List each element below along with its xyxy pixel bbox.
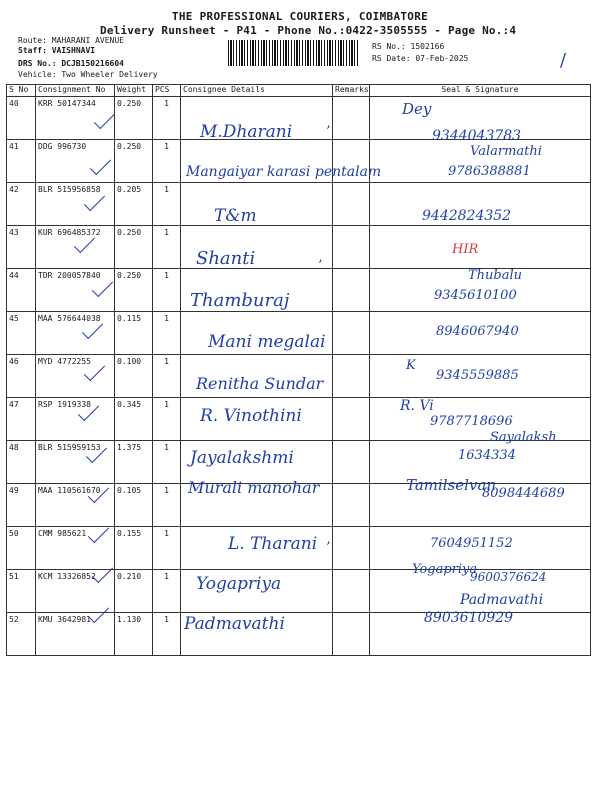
consignee-handwriting: Renitha Sundar — [196, 374, 324, 393]
weight-text: 0.115 — [117, 314, 142, 323]
pcs-text: 1 — [164, 185, 169, 194]
phone-handwriting: 9345610100 — [434, 288, 517, 303]
sno-text: 44 — [9, 271, 19, 280]
weight-text: 1.375 — [117, 443, 142, 452]
row-sno — [7, 97, 36, 140]
pcs-text: 1 — [164, 443, 169, 452]
rs-no-label: RS No.: — [372, 42, 406, 51]
row-weight — [115, 355, 153, 398]
consignment-text: TDR 200057840 — [38, 271, 101, 280]
row-weight — [115, 527, 153, 570]
sno-text: 42 — [9, 185, 19, 194]
row-sno — [7, 398, 36, 441]
pcs-text: 1 — [164, 314, 169, 323]
weight-text: 0.105 — [117, 486, 142, 495]
phone-handwriting: 9345559885 — [436, 368, 519, 383]
staff-value: VAISHNAVI — [51, 46, 96, 55]
rs-no-value: 1502166 — [410, 42, 445, 51]
row-pcs — [153, 226, 181, 269]
row-pcs — [153, 183, 181, 226]
row-weight — [115, 312, 153, 355]
pen-mark: ’ — [326, 124, 331, 140]
row-weight — [115, 97, 153, 140]
row-sno — [7, 312, 36, 355]
col-consignee: Consignee Details — [181, 85, 333, 97]
consignee-handwriting: Mani megalai — [208, 332, 326, 352]
weight-text: 0.250 — [117, 99, 142, 108]
row-sno — [7, 269, 36, 312]
row-weight — [115, 441, 153, 484]
row-consignment — [36, 183, 115, 226]
consignment-text: KCM 13326852 — [38, 572, 96, 581]
drs-label: DRS No.: — [18, 59, 57, 68]
phone-handwriting: 9786388881 — [448, 164, 531, 179]
consignee-handwriting: R. Vinothini — [200, 406, 302, 426]
weight-text: 1.130 — [117, 615, 142, 624]
table-header — [7, 85, 591, 97]
row-consignment — [36, 398, 115, 441]
row-sno — [7, 355, 36, 398]
signature-handwriting: Sayalaksh — [490, 430, 557, 445]
weight-text: 0.345 — [117, 400, 142, 409]
row-remarks — [333, 398, 370, 441]
sno-text: 49 — [9, 486, 19, 495]
phone-handwriting: 1634334 — [458, 448, 516, 463]
row-weight — [115, 398, 153, 441]
row-sno — [7, 441, 36, 484]
col-weight: Weight — [115, 85, 153, 97]
sno-text: 40 — [9, 99, 19, 108]
col-signature: Seal & Signature — [370, 85, 591, 97]
phone-handwriting: 9787718696 — [430, 414, 513, 429]
weight-text: 0.100 — [117, 357, 142, 366]
table-row — [7, 226, 591, 269]
consignee-handwriting: Mangaiyar karasi pentalam — [186, 164, 382, 180]
consignee-handwriting: Padmavathi — [184, 614, 285, 634]
sno-text: 48 — [9, 443, 19, 452]
row-consignment — [36, 312, 115, 355]
row-sno — [7, 613, 36, 656]
consignee-handwriting: Thamburaj — [190, 290, 290, 311]
col-pcs: PCS — [153, 85, 181, 97]
vehicle-label: Vehicle: — [18, 70, 57, 79]
signature-handwriting: Padmavathi — [460, 592, 544, 608]
drs-value: DCJB150216604 — [61, 59, 124, 68]
col-consignment: Consignment No — [36, 85, 115, 97]
row-remarks — [333, 613, 370, 656]
weight-text: 0.250 — [117, 271, 142, 280]
signature-handwriting: Dey — [402, 100, 432, 118]
row-pcs — [153, 441, 181, 484]
consignee-handwriting: Shanti — [196, 248, 256, 269]
pcs-text: 1 — [164, 529, 169, 538]
weight-text: 0.205 — [117, 185, 142, 194]
phone-handwriting: 8903610929 — [424, 610, 514, 626]
consignment-text: BLR 515959153 — [38, 443, 101, 452]
consignment-text: BLR 515956858 — [38, 185, 101, 194]
row-weight — [115, 484, 153, 527]
row-pcs — [153, 97, 181, 140]
pcs-text: 1 — [164, 142, 169, 151]
row-sno — [7, 183, 36, 226]
row-sno — [7, 140, 36, 183]
staff-line — [18, 46, 95, 55]
row-pcs — [153, 613, 181, 656]
consignment-text: DDG 996730 — [38, 142, 87, 151]
signature-handwriting: K — [406, 358, 416, 373]
sno-text: 47 — [9, 400, 19, 409]
consignment-text: MAA 110561670 — [38, 486, 101, 495]
col-remarks: Remarks — [333, 85, 370, 97]
row-remarks — [333, 312, 370, 355]
staff-label: Staff: — [18, 46, 47, 55]
row-sno — [7, 226, 36, 269]
rs-date-line — [372, 54, 468, 63]
row-remarks — [333, 355, 370, 398]
row-weight — [115, 570, 153, 613]
consignment-text: KUR 696485372 — [38, 228, 101, 237]
row-remarks — [333, 226, 370, 269]
row-remarks — [333, 570, 370, 613]
row-remarks — [333, 97, 370, 140]
row-pcs — [153, 570, 181, 613]
rs-no-line — [372, 42, 444, 51]
phone-handwriting: 8946067940 — [436, 324, 519, 339]
consignee-handwriting: T&m — [214, 206, 257, 226]
consignment-text: MYD 4772255 — [38, 357, 91, 366]
consignment-text: CMM 985621 — [38, 529, 87, 538]
row-sno — [7, 484, 36, 527]
row-remarks — [333, 527, 370, 570]
sno-text: 52 — [9, 615, 19, 624]
row-weight — [115, 613, 153, 656]
row-remarks — [333, 441, 370, 484]
row-weight — [115, 269, 153, 312]
weight-text: 0.210 — [117, 572, 142, 581]
signature-handwriting: R. Vi — [400, 398, 434, 414]
consignment-text: RSP 1919338 — [38, 400, 91, 409]
row-pcs — [153, 398, 181, 441]
consignee-handwriting: M.Dharani — [200, 122, 293, 142]
row-pcs — [153, 269, 181, 312]
pen-mark: / — [560, 50, 567, 71]
pcs-text: 1 — [164, 271, 169, 280]
weight-text: 0.250 — [117, 142, 142, 151]
route-line — [18, 36, 124, 45]
signature-handwriting: Valarmathi — [470, 144, 542, 159]
sno-text: 41 — [9, 142, 19, 151]
row-consignment — [36, 355, 115, 398]
runsheet-title: Delivery Runsheet - P41 - Phone No.:0422-3505555 - Page No.:4 — [100, 24, 517, 37]
row-pcs — [153, 484, 181, 527]
sno-text: 46 — [9, 357, 19, 366]
consignee-handwriting: L. Tharani — [228, 534, 318, 554]
row-consignment — [36, 613, 115, 656]
signature-handwriting: Yogapriya — [412, 562, 478, 577]
consignment-text: KMU 3642981 — [38, 615, 91, 624]
vehicle-line — [18, 70, 158, 79]
rs-date-label: RS Date: — [372, 54, 411, 63]
pcs-text: 1 — [164, 99, 169, 108]
drs-line — [18, 59, 124, 68]
row-signature — [370, 226, 591, 269]
signature-handwriting: Thubalu — [468, 268, 523, 283]
sno-text: 50 — [9, 529, 19, 538]
weight-text: 0.250 — [117, 228, 142, 237]
row-sno — [7, 570, 36, 613]
vehicle-value: Two Wheeler Delivery — [61, 70, 158, 79]
consignment-text: MAA 576644038 — [38, 314, 101, 323]
phone-handwriting: 9442824352 — [422, 208, 512, 224]
row-pcs — [153, 355, 181, 398]
pen-mark: ’ — [326, 540, 331, 556]
row-weight — [115, 140, 153, 183]
row-remarks — [333, 183, 370, 226]
phone-handwriting: 7604951152 — [430, 536, 513, 551]
row-sno — [7, 527, 36, 570]
consignee-handwriting: Murali manohar — [188, 478, 320, 497]
signature-handwriting: HIR — [452, 242, 479, 257]
row-pcs — [153, 140, 181, 183]
route-label: Route: — [18, 36, 47, 45]
pcs-text: 1 — [164, 486, 169, 495]
row-weight — [115, 183, 153, 226]
row-remarks — [333, 269, 370, 312]
signature-handwriting: Tamilselvan — [406, 476, 497, 494]
pcs-text: 1 — [164, 400, 169, 409]
consignment-text: KRR 50147344 — [38, 99, 96, 108]
route-value: MAHARANI AVENUE — [51, 36, 124, 45]
pcs-text: 1 — [164, 228, 169, 237]
consignee-handwriting: Yogapriya — [196, 574, 282, 594]
col-sno: S No — [7, 85, 36, 97]
sno-text: 51 — [9, 572, 19, 581]
pcs-text: 1 — [164, 357, 169, 366]
row-pcs — [153, 312, 181, 355]
phone-handwriting: 8098444689 — [482, 486, 565, 501]
row-pcs — [153, 527, 181, 570]
barcode — [228, 40, 360, 66]
company-title: THE PROFESSIONAL COURIERS, COIMBATORE — [171, 10, 429, 23]
consignee-handwriting: Jayalakshmi — [190, 448, 294, 468]
weight-text: 0.155 — [117, 529, 142, 538]
pcs-text: 1 — [164, 572, 169, 581]
phone-handwriting: 9344043783 — [432, 128, 522, 144]
row-remarks — [333, 484, 370, 527]
pcs-text: 1 — [164, 615, 169, 624]
row-weight — [115, 226, 153, 269]
sno-text: 43 — [9, 228, 19, 237]
sno-text: 45 — [9, 314, 19, 323]
pen-mark: ’ — [318, 258, 323, 274]
rs-date-value: 07-Feb-2025 — [415, 54, 469, 63]
phone-handwriting: 9600376624 — [470, 570, 547, 584]
